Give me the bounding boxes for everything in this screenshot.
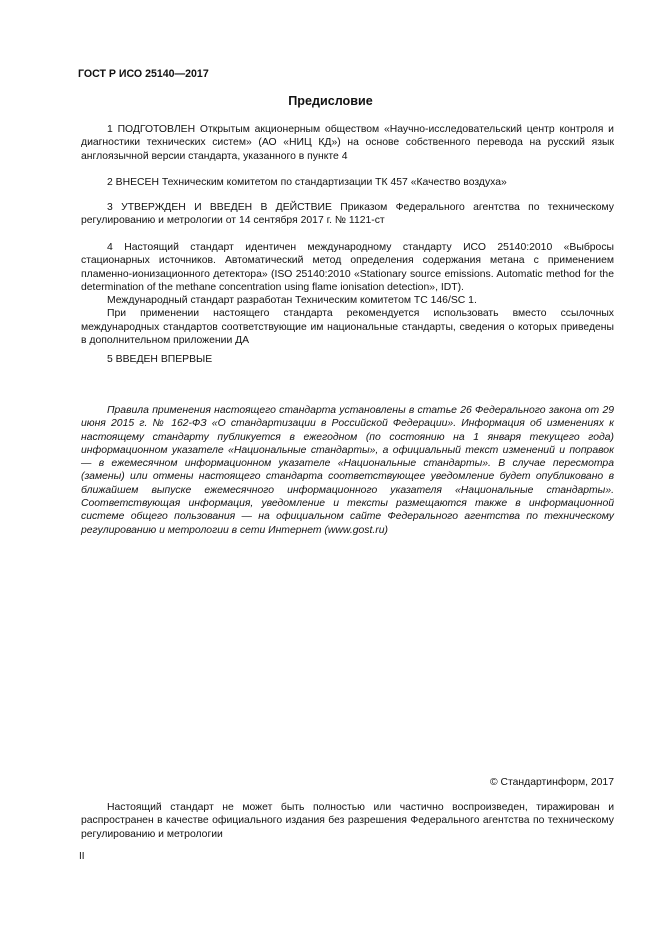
foreword-item-3: 3 УТВЕРЖДЕН И ВВЕДЕН В ДЕЙСТВИЕ Приказом Федерального агентства по техническому регулированию и метрологии от 14 сентября 2017 г. № 1121-ст bbox=[81, 202, 614, 227]
document-code: ГОСТ Р ИСО 25140—2017 bbox=[78, 68, 209, 80]
foreword-item-4-usage: При применении настоящего стандарта рекомендуется использовать вместо ссылочных международных стандартов соответствующие им национальные стандарты, сведения о которых приведены в дополнительном приложении ДА bbox=[81, 308, 614, 347]
foreword-item-1: 1 ПОДГОТОВЛЕН Открытым акционерным обществом «Научно-исследовательский центр контроля и диагностики технических систем» (АО «НИЦ КД») на основе собственного перевода на русский язык англоязычной версии стандарта, указанного в пункте 4 bbox=[81, 124, 614, 162]
foreword-item-4 bbox=[81, 241, 614, 347]
foreword-item-2: 2 ВНЕСЕН Техническим комитетом по стандартизации ТК 457 «Качество воздуха» bbox=[107, 177, 507, 188]
foreword-item-4-text: 4 Настоящий стандарт идентичен международному стандарту ИСО 25140:2010 «Выбросы стационарных источников. Автоматический метод определения содержания метана с применением пламенно-ионизационного детектора» (ISO 25140:2010 «Stationary source emissions. Automatic method for the determination of the methane concentration using flame ionisation detection», IDT). bbox=[81, 242, 614, 293]
rules-notice: Правила применения настоящего стандарта установлены в статье 26 Федерального закона от 29 июня 2015 г. № 162-ФЗ «О стандартизации в Российской Федерации». Информация об изменениях к настоящему стандарту публикуется в ежегодном (по состоянию на 1 января текущего года) информационном указателе «Национальные стандарты», а официальный текст изменений и поправок — в ежемесячном информационном указателе «Национальные стандарты». В случае пересмотра (замены) или отмены настоящего стандарта соответствующее уведомление будет опубликовано в ближайшем выпуске ежемесячного информационного указателя «Национальные стандарты». Соответствующая информация, уведомление и тексты размещаются также в информационной системе общего пользования — на официальном сайте Федерального агентства по техническому регулированию и метрологии в сети Интернет (www.gost.ru) bbox=[81, 405, 614, 536]
copyright: © Стандартинформ, 2017 bbox=[489, 777, 614, 788]
page-title: Предисловие bbox=[288, 94, 373, 108]
foreword-item-5: 5 ВВЕДЕН ВПЕРВЫЕ bbox=[107, 354, 213, 365]
page-number: II bbox=[79, 851, 85, 862]
reproduction-notice: Настоящий стандарт не может быть полностью или частично воспроизведен, тиражирован и распространен в качестве официального издания без разрешения Федерального агентства по техническому регулированию и метрологии bbox=[81, 802, 614, 840]
foreword-item-4-origin: Международный стандарт разработан Техническим комитетом ТС 146/SC 1. bbox=[107, 295, 477, 307]
